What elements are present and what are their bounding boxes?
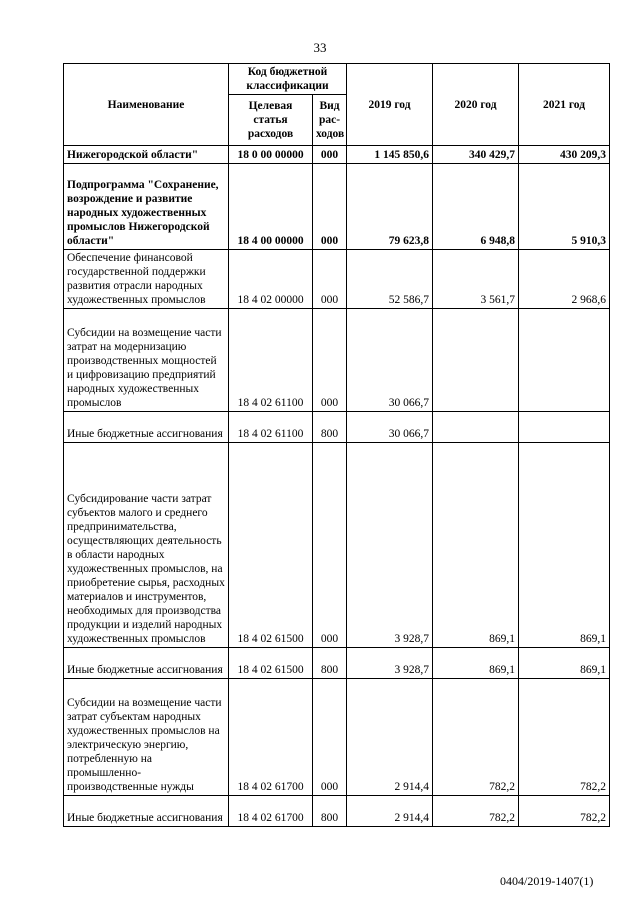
table-row xyxy=(64,443,610,648)
row-kind: 800 xyxy=(313,412,347,443)
table-row xyxy=(64,146,610,164)
row-name: Нижегородской области" xyxy=(64,146,229,164)
table-row xyxy=(64,164,610,250)
row-2021: 869,1 xyxy=(519,648,610,679)
row-target: 18 4 00 00000 xyxy=(229,164,313,250)
row-2020: 869,1 xyxy=(433,648,519,679)
row-name: Иные бюджетные ассигнования xyxy=(64,796,229,827)
budget-table xyxy=(63,63,610,827)
row-target: 18 4 02 61500 xyxy=(229,648,313,679)
row-2021: 430 209,3 xyxy=(519,146,610,164)
row-kind: 000 xyxy=(313,146,347,164)
row-2019: 79 623,8 xyxy=(347,164,433,250)
row-2020: 782,2 xyxy=(433,679,519,796)
table-row xyxy=(64,648,610,679)
table-row xyxy=(64,412,610,443)
row-kind: 000 xyxy=(313,309,347,412)
row-kind: 800 xyxy=(313,648,347,679)
row-2019: 30 066,7 xyxy=(347,412,433,443)
row-2019: 3 928,7 xyxy=(347,443,433,648)
row-kind: 000 xyxy=(313,250,347,309)
row-2021: 869,1 xyxy=(519,443,610,648)
row-2020: 869,1 xyxy=(433,443,519,648)
row-target: 18 4 02 00000 xyxy=(229,250,313,309)
row-name: Иные бюджетные ассигнования xyxy=(64,412,229,443)
row-kind: 000 xyxy=(313,443,347,648)
row-name: Субсидии на возмещение части затрат субъектам народных художественных промыслов на электрическую энергию, потребленную на промышленно-производственные нужды xyxy=(64,679,229,796)
row-target: 18 4 02 61100 xyxy=(229,412,313,443)
row-target: 18 4 02 61500 xyxy=(229,443,313,648)
header-code-group: Код бюджетной классификации xyxy=(229,64,347,95)
row-name: Обеспечение финансовой государственной поддержки развития отрасли народных художественных промыслов xyxy=(64,250,229,309)
row-2021: 782,2 xyxy=(519,796,610,827)
row-2021: 2 968,6 xyxy=(519,250,610,309)
row-name: Иные бюджетные ассигнования xyxy=(64,648,229,679)
header-2020: 2020 год xyxy=(433,64,519,146)
row-2020: 6 948,8 xyxy=(433,164,519,250)
row-2021 xyxy=(519,412,610,443)
table-row xyxy=(64,309,610,412)
row-2021: 5 910,3 xyxy=(519,164,610,250)
row-name: Субсидирование части затрат субъектов малого и среднего предпринимательства, осуществляющих деятельность в области народных художественных промыслов, на приобретение сырья, расходных материалов и инструментов, необходимых для производства продукции и изделий народных художественных промыслов xyxy=(64,443,229,648)
row-2020: 340 429,7 xyxy=(433,146,519,164)
row-target: 18 4 02 61700 xyxy=(229,679,313,796)
document-id: 0404/2019-1407(1) xyxy=(500,874,594,888)
header-target: Целевая статья расходов xyxy=(229,95,313,146)
table-row xyxy=(64,796,610,827)
header-2019: 2019 год xyxy=(347,64,433,146)
row-target: 18 4 02 61100 xyxy=(229,309,313,412)
table-row xyxy=(64,679,610,796)
table-row xyxy=(64,250,610,309)
row-2020: 782,2 xyxy=(433,796,519,827)
row-kind: 800 xyxy=(313,796,347,827)
row-2019: 30 066,7 xyxy=(347,309,433,412)
row-2019: 3 928,7 xyxy=(347,648,433,679)
row-name: Подпрограмма "Сохранение, возрождение и развитие народных художественных промыслов Нижегородской области" xyxy=(64,164,229,250)
row-2020 xyxy=(433,412,519,443)
row-2019: 2 914,4 xyxy=(347,679,433,796)
row-2019: 2 914,4 xyxy=(347,796,433,827)
row-2021 xyxy=(519,309,610,412)
row-2019: 1 145 850,6 xyxy=(347,146,433,164)
row-target: 18 0 00 00000 xyxy=(229,146,313,164)
row-target: 18 4 02 61700 xyxy=(229,796,313,827)
row-kind: 000 xyxy=(313,679,347,796)
page-number: 33 xyxy=(313,40,327,55)
row-2019: 52 586,7 xyxy=(347,250,433,309)
header-kind: Вид рас-ходов xyxy=(313,95,347,146)
row-name: Субсидии на возмещение части затрат на модернизацию производственных мощностей и цифровизацию предприятий народных художественных промыслов xyxy=(64,309,229,412)
row-kind: 000 xyxy=(313,164,347,250)
header-2021: 2021 год xyxy=(519,64,610,146)
row-2020: 3 561,7 xyxy=(433,250,519,309)
row-2020 xyxy=(433,309,519,412)
header-name: Наименование xyxy=(64,64,229,146)
row-2021: 782,2 xyxy=(519,679,610,796)
